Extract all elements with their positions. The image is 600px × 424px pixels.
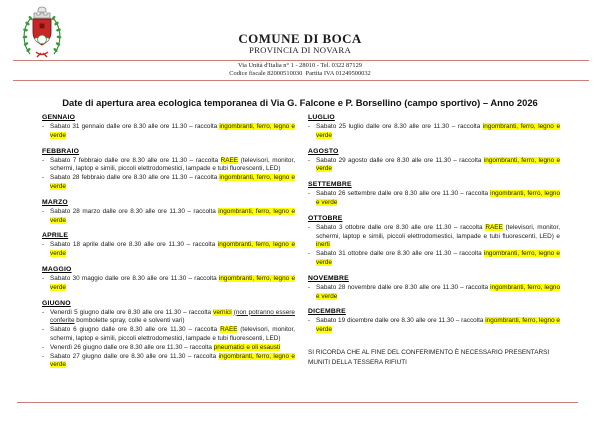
highlighted-waste-type: RAEE	[220, 326, 238, 334]
bullet-dash: -	[42, 241, 45, 249]
bullet-dash: -	[308, 317, 311, 325]
bullet-dash: -	[42, 156, 45, 164]
month-heading: LUGLIO	[308, 114, 335, 121]
entry-text	[50, 326, 295, 344]
text-segment: Venerdì 26 giugno dalle ore 8.30 alle ore 11.30 – raccolta	[50, 343, 214, 351]
month-heading: GIUGNO	[42, 299, 71, 307]
text-segment: Sabato 6 giugno dalle ore 8.30 alle ore 11.30 – raccolta	[50, 326, 221, 334]
schedule-entry	[308, 284, 560, 302]
month-section-giugno	[42, 299, 295, 371]
entry-text	[50, 157, 295, 175]
month-section-gennaio	[42, 113, 295, 141]
highlighted-waste-type: ingombranti, ferro, legno e verde	[316, 250, 560, 266]
entry-text	[50, 123, 295, 141]
schedule-entry	[42, 326, 295, 344]
highlighted-waste-type: ingombranti, ferro, legno e verde	[316, 156, 561, 173]
schedule-entry	[42, 123, 295, 141]
month-heading: MARZO	[42, 198, 68, 206]
text-segment: (televisori, monitor, schermi, laptop e simili, piccoli elettrodomestici, lampade e tubi fluorescenti, LED) e	[316, 223, 561, 240]
text-segment: Sabato 3 ottobre dalle ore 8.30 alle ore 11.30 – raccolta	[316, 223, 486, 231]
schedule-entry	[42, 353, 295, 371]
schedule-entry	[42, 174, 295, 192]
entry-text	[316, 224, 560, 250]
month-heading: NOVEMBRE	[308, 274, 349, 282]
text-segment: Sabato 29 agosto dalle ore 8.30 alle ore 11.30 – raccolta	[316, 156, 484, 164]
schedule-entry	[42, 157, 295, 175]
schedule-entry	[42, 275, 295, 293]
month-section-marzo	[42, 198, 295, 226]
text-segment: Sabato 28 marzo dalle ore 8.30 alle ore 11.30 – raccolta	[50, 207, 219, 215]
month-heading: APRILE	[42, 232, 69, 240]
highlighted-waste-type: ingombranti, ferro, legno e verde	[316, 123, 560, 139]
schedule-columns	[42, 113, 560, 376]
bullet-dash: -	[308, 156, 311, 164]
highlighted-waste-type: pneumatici e oli esausti	[213, 343, 281, 351]
bullet-dash: -	[308, 223, 311, 231]
address-block	[0, 62, 600, 78]
highlighted-waste-type: vernici	[213, 308, 232, 316]
text-segment: Venerdì 5 giugno dalle ore 8.30 alle ore 11.30 – raccolta	[50, 308, 214, 316]
schedule-entry	[42, 241, 295, 259]
text-segment: Sabato 30 maggio dalle ore 8.30 alle ore 11.30 – raccolta	[50, 274, 219, 282]
schedule-entry	[308, 157, 560, 175]
highlighted-waste-type: ingombranti, ferro, legno e verde	[50, 174, 295, 190]
month-section-aprile	[42, 231, 295, 259]
entry-text	[50, 344, 295, 353]
month-heading: GENNAIO	[42, 114, 76, 121]
month-heading: SETTEMBRE	[308, 181, 352, 189]
entry-text	[316, 317, 560, 335]
entry-text	[50, 174, 295, 192]
schedule-entry	[308, 250, 560, 268]
reminder-note: SI RICORDA CHE AL FINE DEL CONFERIMENTO È NECESSARIO PRESENTARSI MUNITI DELLA TESSERA RIFIUTI	[308, 348, 550, 367]
entry-text	[316, 284, 560, 302]
text-segment: Sabato 25 luglio dalle ore 8.30 alle ore 11.30 – raccolta	[316, 123, 483, 130]
bullet-dash: -	[42, 274, 45, 282]
schedule-column-left	[42, 113, 295, 376]
text-segment: (televisori, monitor, schermi, laptop e simili, piccoli elettrodomestici, lampade e tubi fluorescenti, LED)	[50, 326, 296, 342]
schedule-entry	[308, 123, 560, 141]
highlighted-waste-type: inerti	[316, 241, 330, 249]
province-name: PROVINCIA DI NOVARA	[248, 45, 352, 55]
footer-divider	[17, 402, 578, 403]
header-divider-top	[13, 60, 589, 61]
schedule-entry	[308, 317, 560, 335]
highlighted-waste-type: ingombranti, ferro, legno e verde	[50, 274, 295, 291]
bullet-dash: -	[308, 190, 311, 198]
highlighted-waste-type: ingombranti, ferro, legno e verde	[50, 123, 295, 139]
highlighted-waste-type: ingombranti, ferro, legno e verde	[316, 190, 560, 206]
entry-text	[316, 250, 560, 268]
month-section-agosto	[308, 147, 560, 175]
highlighted-waste-type: ingombranti, ferro, legno e verde	[50, 241, 295, 258]
entry-text	[316, 157, 560, 175]
text-segment: Sabato 31 ottobre dalle ore 8.30 alle ore 11.30 – raccolta	[316, 250, 484, 258]
bullet-dash: -	[308, 283, 311, 291]
highlighted-waste-type: RAEE	[485, 223, 503, 231]
address-line-2: Codice fiscale 82000510030 Partita IVA 01249500032	[229, 69, 371, 77]
entry-text	[316, 190, 560, 208]
bullet-dash: -	[308, 250, 311, 258]
entry-text	[50, 353, 295, 371]
entry-text	[50, 275, 295, 293]
bullet-dash: -	[42, 326, 45, 334]
header-divider-bottom	[13, 80, 589, 81]
schedule-entry	[308, 190, 560, 208]
text-segment: (televisori, monitor, schermi, laptop e simili, piccoli elettrodomestici, lampade e tubi fluorescenti, LED)	[50, 156, 295, 173]
text-segment: Sabato 18 aprile dalle ore 8.30 alle ore 11.30 – raccolta	[50, 241, 218, 249]
schedule-entry	[42, 208, 295, 226]
month-heading: DICEMBRE	[308, 308, 346, 316]
month-section-febbraio	[42, 147, 295, 192]
month-section-dicembre	[308, 307, 560, 335]
highlighted-waste-type: ingombranti, ferro, legno e verde	[316, 283, 560, 300]
entry-text	[50, 241, 295, 259]
month-section-settembre	[308, 180, 560, 208]
bullet-dash: -	[308, 123, 311, 130]
schedule-column-right	[308, 113, 560, 376]
text-segment: Sabato 28 novembre dalle ore 8.30 alle ore 11.30 – raccolta	[316, 283, 491, 291]
schedule-entry	[42, 309, 295, 327]
month-section-ottobre	[308, 214, 560, 268]
highlighted-waste-type: ingombranti, ferro, legno e verde	[316, 317, 560, 334]
month-section-novembre	[308, 274, 560, 302]
highlighted-waste-type: ingombranti, ferro, legno e verde	[50, 207, 295, 224]
entry-text	[316, 123, 560, 141]
month-heading: MAGGIO	[42, 265, 72, 273]
text-segment: Sabato 31 gennaio dalle ore 8.30 alle ore 11.30 – raccolta	[50, 123, 220, 130]
mural-crown-icon	[34, 7, 50, 18]
address-line-1: Via Unità d'Italia n° 1 - 28010 - Tel. 0322 87129	[238, 62, 362, 69]
month-heading: OTTOBRE	[308, 214, 343, 222]
bullet-dash: -	[42, 352, 45, 360]
schedule-entry	[308, 224, 560, 250]
page-title: Date di apertura area ecologica temporanea di Via G. Falcone e P. Borsellino (campo sportivo) – Anno 2026	[62, 97, 538, 108]
month-section-luglio	[308, 113, 560, 141]
schedule-entry	[42, 344, 295, 353]
underlined-text: (non potranno essere conferite	[50, 308, 295, 325]
municipality-name: COMUNE DI BOCA	[238, 31, 362, 46]
highlighted-waste-type: RAEE	[220, 156, 239, 164]
bullet-dash: -	[42, 308, 45, 316]
bullet-dash: -	[42, 123, 45, 130]
month-section-maggio	[42, 265, 295, 293]
bullet-dash: -	[42, 343, 45, 351]
text-segment: bombolette spray, colle e solventi vari)	[74, 317, 185, 325]
bullet-dash: -	[42, 207, 45, 215]
month-heading: FEBBRAIO	[42, 147, 80, 155]
bullet-dash: -	[42, 174, 45, 182]
text-segment: Sabato 28 febbraio dalle ore 8.30 alle ore 11.30 – raccolta	[50, 174, 220, 182]
text-segment: Sabato 26 settembre dalle ore 8.30 alle ore 11.30 – raccolta	[316, 190, 491, 198]
text-segment: Sabato 19 dicembre dalle ore 8.30 alle ore 11.30 – raccolta	[316, 317, 486, 325]
highlighted-waste-type: ingombranti, ferro, legno e verde	[50, 352, 295, 369]
entry-text	[50, 309, 295, 327]
text-segment: Sabato 7 febbraio dalle ore 8.30 alle ore 11.30 – raccolta	[50, 156, 221, 164]
month-heading: AGOSTO	[308, 147, 339, 155]
text-segment: Sabato 27 giugno dalle ore 8.30 alle ore 11.30 – raccolta	[50, 352, 219, 360]
entry-text	[50, 208, 295, 226]
